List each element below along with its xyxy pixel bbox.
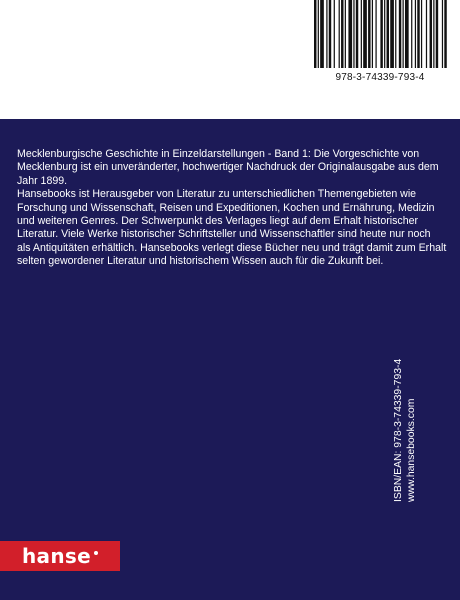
barcode-bar [329, 0, 331, 68]
barcode-bar [314, 0, 316, 68]
barcode-bar [426, 0, 427, 68]
hanse-logo: hanse [22, 544, 91, 568]
vertical-website: www.hansebooks.com [405, 398, 417, 502]
barcode-bar [363, 0, 367, 68]
barcode-bar [348, 0, 352, 68]
barcode-bar [442, 0, 443, 68]
barcode-image [312, 0, 450, 68]
barcode-bar [341, 0, 343, 68]
barcode-bar [356, 0, 358, 68]
barcode-bar [390, 0, 394, 68]
blurb-paragraph-1: Mecklenburgische Geschichte in Einzeldarstellungen - Band 1: Die Vorgeschichte von Mecklenburg ist ein unveränderter, hochwertiger Nachdruck der Originalausgabe aus dem Jahr 1899. [17, 148, 439, 187]
barcode-bar [384, 0, 385, 68]
barcode-bar [403, 0, 404, 68]
vertical-isbn-line: ISBN/EAN: 978-3-74339-793-4 [393, 358, 404, 502]
barcode-bar [415, 0, 416, 68]
barcode-bar [368, 0, 370, 68]
barcode-bar [318, 0, 319, 68]
logo-dot [94, 551, 98, 555]
barcode-bar [345, 0, 346, 68]
barcode-bar [417, 0, 419, 68]
barcode-bar [339, 0, 340, 68]
barcode-bar [433, 0, 434, 68]
barcode-bar [436, 0, 438, 68]
barcode-bar [444, 0, 446, 68]
barcode-bar [375, 0, 376, 68]
barcode-bar [380, 0, 382, 68]
barcode-bar [421, 0, 422, 68]
barcode-bar [387, 0, 389, 68]
barcode-bar [326, 0, 327, 68]
barcode-bar [334, 0, 335, 68]
barcode-bar [411, 0, 412, 68]
blurb-text [17, 148, 447, 269]
vertical-isbn-block [393, 262, 418, 502]
barcode-bar [372, 0, 373, 68]
barcode-box [306, 0, 454, 92]
barcode-bar [353, 0, 354, 68]
barcode-number: 978-3-74339-793-4 [335, 72, 425, 83]
barcode-bar [361, 0, 362, 68]
barcode-bar [405, 0, 409, 68]
barcode-bar [395, 0, 396, 68]
barcode-bar [320, 0, 324, 68]
blurb-paragraph-2: Hansebooks ist Herausgeber von Literatur zu unterschiedlichen Themengebieten wie Forschung und Wissenschaft, Reisen und Expeditionen, Kochen und Ernährung, Medizin und weiteren Genres. Der Schwerpunkt des Verlages liegt auf dem Erhalt historischer Literatur. Viele Werke historischer Schriftsteller und Wissenschaftler sind heute nur noch als Antiquitäten erhältlich. Hansebooks verlegt diese Bücher neu und trägt damit zum Erhalt selten gewordener Literatur und historischem Wissen auch für die Zukunft bei. [17, 188, 447, 268]
barcode-bar [430, 0, 432, 68]
barcode-bar [399, 0, 401, 68]
